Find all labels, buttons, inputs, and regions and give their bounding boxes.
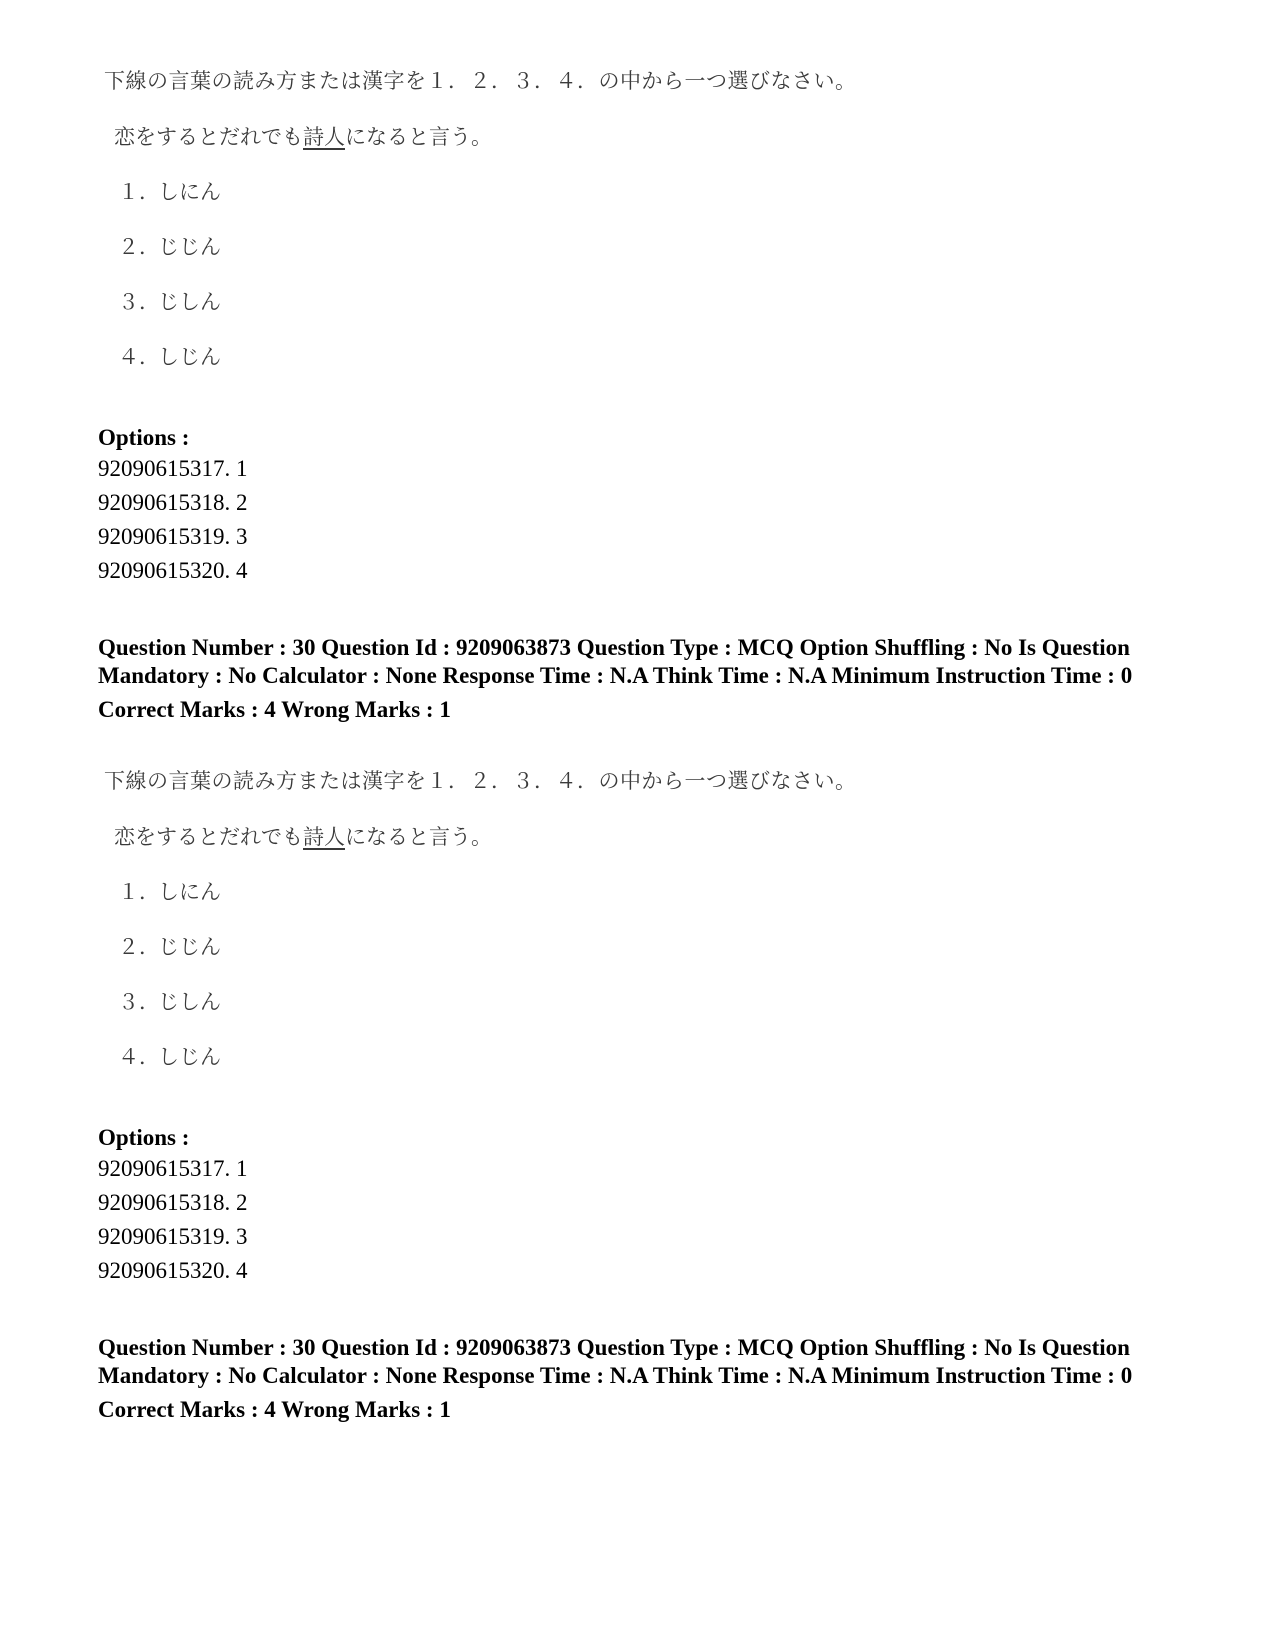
question-meta-text: Question Number : 30 Question Id : 9209063873 Question Type : MCQ Option Shuffling : No Is Question Mandatory : No Calculator : None Response Time : N.A Think Time : N.A Minimum Instruction Time : 0 xyxy=(98,635,1133,688)
option-item: 92090615317. 1 xyxy=(98,1156,248,1181)
choice-number: ３． xyxy=(118,990,160,1014)
choice-text: しじん xyxy=(158,345,221,369)
question-meta-text: Question Number : 30 Question Id : 9209063873 Question Type : MCQ Option Shuffling : No Is Question Mandatory : No Calculator : None Response Time : N.A Think Time : N.A Minimum Instruction Time : 0 xyxy=(98,1335,1133,1388)
choice-text: じじん xyxy=(158,935,221,959)
question-instruction: 下線の言葉の読み方または漢字を１．２．３．４．の中から一つ選びなさい。 xyxy=(104,69,857,93)
sentence-underlined-word: 詩人 xyxy=(303,125,345,149)
sentence-after: になると言う。 xyxy=(345,125,492,149)
choice-text: じしん xyxy=(158,990,221,1014)
options-title: Options : xyxy=(98,1125,190,1150)
choice-4 xyxy=(118,1042,858,1072)
options-section xyxy=(98,1124,248,1288)
choice-3 xyxy=(118,987,858,1017)
choice-text: しにん xyxy=(158,880,221,904)
options-title: Options : xyxy=(98,425,190,450)
question-marks: Correct Marks : 4 Wrong Marks : 1 xyxy=(98,697,451,722)
option-item: 92090615317. 1 xyxy=(98,456,248,481)
choice-number: １． xyxy=(118,180,160,204)
question-image xyxy=(98,766,858,1072)
option-item: 92090615318. 2 xyxy=(98,1190,248,1215)
question-sentence xyxy=(114,122,858,152)
option-item: 92090615318. 2 xyxy=(98,490,248,515)
sentence-before: 恋をするとだれでも xyxy=(114,825,303,849)
choice-text: しじん xyxy=(158,1045,221,1069)
sentence-before: 恋をするとだれでも xyxy=(114,125,303,149)
choice-3 xyxy=(118,287,858,317)
choice-text: しにん xyxy=(158,180,221,204)
choice-number: ３． xyxy=(118,290,160,314)
choice-2 xyxy=(118,232,858,262)
option-item: 92090615319. 3 xyxy=(98,1224,248,1249)
question-instruction: 下線の言葉の読み方または漢字を１．２．３．４．の中から一つ選びなさい。 xyxy=(104,769,857,793)
choice-1 xyxy=(118,177,858,207)
choice-text: じじん xyxy=(158,235,221,259)
question-sentence xyxy=(114,822,858,852)
question-image xyxy=(98,66,858,372)
option-item: 92090615320. 4 xyxy=(98,558,248,583)
question-marks: Correct Marks : 4 Wrong Marks : 1 xyxy=(98,1397,451,1422)
choice-number: ４． xyxy=(118,345,160,369)
choice-number: ２． xyxy=(118,235,160,259)
choice-text: じしん xyxy=(158,290,221,314)
question-metadata xyxy=(98,1334,1178,1424)
choice-2 xyxy=(118,932,858,962)
choice-4 xyxy=(118,342,858,372)
sentence-underlined-word: 詩人 xyxy=(303,825,345,849)
options-section xyxy=(98,424,248,588)
choice-number: ２． xyxy=(118,935,160,959)
sentence-after: になると言う。 xyxy=(345,825,492,849)
choice-number: ４． xyxy=(118,1045,160,1069)
option-item: 92090615319. 3 xyxy=(98,524,248,549)
choice-1 xyxy=(118,877,858,907)
question-metadata xyxy=(98,634,1178,724)
option-item: 92090615320. 4 xyxy=(98,1258,248,1283)
choice-number: １． xyxy=(118,880,160,904)
